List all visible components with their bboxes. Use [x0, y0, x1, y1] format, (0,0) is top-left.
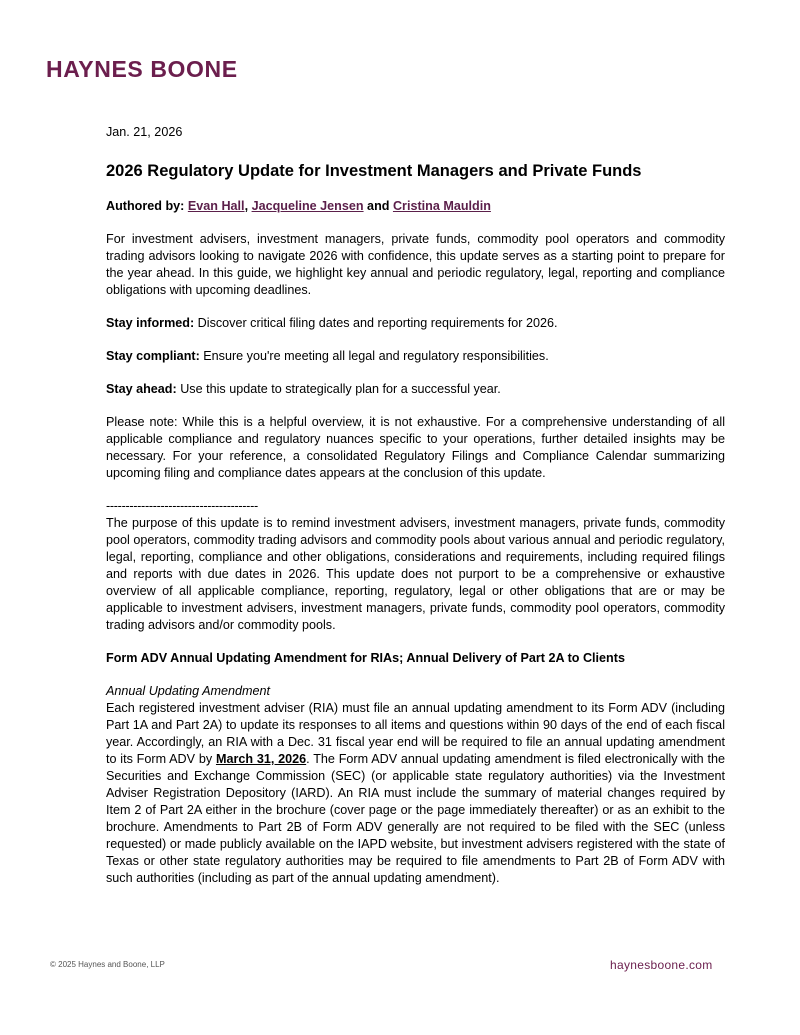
bullet-label: Stay informed: — [106, 316, 195, 330]
divider: --------------------------------------- — [106, 499, 258, 513]
body-text: Each registered investment adviser (RIA) must file an annual updating amendment to its Form ADV (including Part 1A and Part 2A) to update its responses to all items and questions within 90 days of the end of each fiscal year. Accordingly, an RIA with a Dec. 31 fiscal year end will be required to file an annual updating amendment to its Form ADV by — [106, 701, 725, 766]
bullet-stay-ahead — [106, 381, 725, 398]
byline-separator: , — [244, 199, 252, 213]
bullet-text: Ensure you're meeting all legal and regulatory responsibilities. — [199, 349, 549, 363]
intro-paragraph: For investment advisers, investment managers, private funds, commodity pool operators and commodity trading advisors looking to navigate 2026 with confidence, this update serves as a starting point to prepare for the year ahead. In this guide, we highlight key annual and periodic regulatory, legal, reporting and compliance obligations with upcoming deadlines. — [106, 232, 725, 297]
section-heading: Form ADV Annual Updating Amendment for RIAs; Annual Delivery of Part 2A to Clients — [106, 651, 625, 665]
publication-date: Jan. 21, 2026 — [106, 125, 183, 139]
subheading: Annual Updating Amendment — [106, 684, 271, 698]
article-body — [106, 124, 725, 887]
byline-prefix: Authored by: — [106, 199, 188, 213]
company-logo[interactable]: HAYNES BOONE — [46, 56, 238, 82]
author-link-jacqueline-jensen[interactable]: Jacqueline Jensen — [251, 199, 364, 213]
bullet-stay-compliant — [106, 348, 725, 365]
body-text: . The Form ADV annual updating amendment is filed electronically with the Securities and Exchange Commission (SEC) (or applicable state regulatory authorities) via the Investment Adviser Registration Depository (IARD). An RIA must include the summary of material changes required by Item 2 of Part 2A either in the brochure (cover page or the page immediately thereafter) or as an exhibit to the brochure. Amendments to Part 2B of Form ADV generally are not required to be filed with the SEC (unless requested) or made publicly available on the IAPD website, but investment advisers registered with the state of Texas or other state regulatory authorities may be required to file amendments to Part 2B of Form ADV with such authorities (including as part of the annual updating amendment). — [106, 752, 725, 885]
deadline-date: March 31, 2026 — [215, 752, 307, 766]
footer-website-link[interactable]: haynesboone.com — [610, 958, 713, 972]
bullet-text: Use this update to strategically plan for a successful year. — [176, 382, 501, 396]
note-paragraph: Please note: While this is a helpful overview, it is not exhaustive. For a comprehensive understanding of all applicable compliance and regulatory nuances specific to your operations, further detailed insights may be necessary. For your reference, a consolidated Regulatory Filings and Compliance Calendar summarizing upcoming filing and compliance dates appears at the conclusion of this update. — [106, 415, 725, 480]
footer-copyright: © 2025 Haynes and Boone, LLP — [50, 960, 165, 969]
author-link-evan-hall[interactable]: Evan Hall — [187, 199, 245, 213]
byline-separator: and — [363, 199, 393, 213]
annual-amendment-paragraph — [106, 700, 725, 887]
bullet-stay-informed — [106, 315, 725, 332]
bullet-text: Discover critical filing dates and reporting requirements for 2026. — [194, 316, 558, 330]
author-link-cristina-mauldin[interactable]: Cristina Mauldin — [392, 199, 491, 213]
bullet-label: Stay ahead: — [106, 382, 177, 396]
article-title: 2026 Regulatory Update for Investment Managers and Private Funds — [106, 162, 642, 180]
byline — [106, 198, 725, 215]
purpose-paragraph: The purpose of this update is to remind investment advisers, investment managers, private funds, commodity pool operators, commodity trading advisors and commodity pools about various annual and periodic regulatory, legal, reporting, compliance and other obligations, considerations and requirements, including required filings and reports with due dates in 2026. This update does not purport to be a comprehensive or exhaustive overview of all applicable compliance, reporting, regulatory, legal or other obligations that are or may be applicable to investment advisers, investment managers, private funds, commodity pool operators, commodity trading advisors and/or commodity pools. — [106, 516, 725, 632]
bullet-label: Stay compliant: — [106, 349, 200, 363]
